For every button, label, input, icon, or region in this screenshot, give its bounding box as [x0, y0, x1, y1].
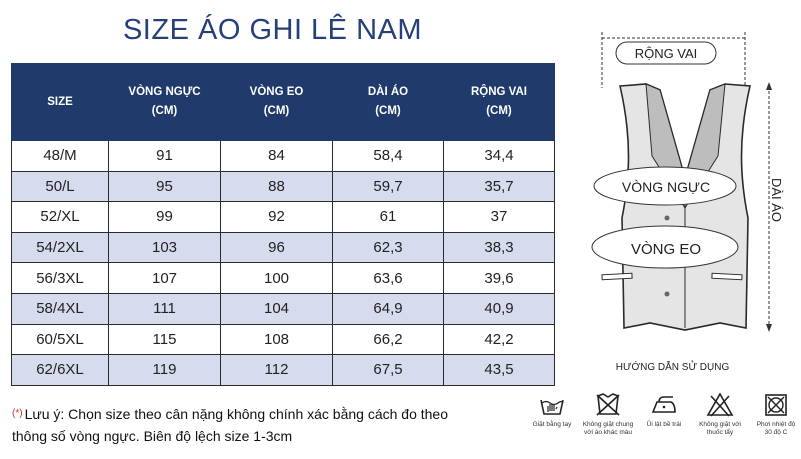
- size-table: [11, 63, 555, 386]
- hand-wash-icon: [539, 392, 565, 418]
- cell-length: 64,9: [333, 293, 444, 324]
- care-label: Không giặt với thuốc tẩy: [699, 421, 741, 436]
- header-chest: VÒNG NGỰC (CM): [109, 64, 221, 141]
- iron-inside-out-icon: [649, 392, 679, 418]
- cell-chest: 111: [109, 293, 221, 324]
- table-row: [12, 171, 555, 202]
- page-title: SIZE ÁO GHI LÊ NAM: [122, 14, 423, 46]
- care-item-no-bleach: [691, 392, 749, 437]
- cell-chest: 119: [109, 355, 221, 386]
- cell-waist: 92: [221, 202, 333, 233]
- table-row: [12, 141, 555, 172]
- care-label: Giặt bằng tay: [532, 421, 572, 428]
- table-row: [12, 293, 555, 324]
- cell-length: 62,3: [333, 232, 444, 263]
- care-item-iron: [635, 392, 693, 429]
- dry-30-icon: [763, 392, 789, 418]
- cell-size: 60/5XL: [12, 324, 109, 355]
- cell-chest: 91: [109, 141, 221, 172]
- care-label: Phơi nhiệt độ 30 độ C: [756, 421, 796, 436]
- cell-length: 63,6: [333, 263, 444, 294]
- header-length: DÀI ÁO (CM): [333, 64, 444, 141]
- cell-waist: 104: [221, 293, 333, 324]
- cell-length: 59,7: [333, 171, 444, 202]
- cell-waist: 108: [221, 324, 333, 355]
- cell-waist: 96: [221, 232, 333, 263]
- cell-chest: 103: [109, 232, 221, 263]
- table-row: [12, 232, 555, 263]
- cell-length: 66,2: [333, 324, 444, 355]
- cell-length: 67,5: [333, 355, 444, 386]
- cell-chest: 99: [109, 202, 221, 233]
- cell-shoulder: 42,2: [444, 324, 555, 355]
- cell-shoulder: 39,6: [444, 263, 555, 294]
- header-waist: VÒNG EO (CM): [221, 64, 333, 141]
- cell-size: 48/M: [12, 141, 109, 172]
- no-wash-together-icon: [593, 392, 623, 418]
- note-line-1: Lưu ý: Chọn size theo cân nặng không chính xác bằng cách đo theo: [24, 406, 449, 422]
- cell-shoulder: 34,4: [444, 141, 555, 172]
- cell-chest: 115: [109, 324, 221, 355]
- cell-chest: 95: [109, 171, 221, 202]
- cell-shoulder: 37: [444, 202, 555, 233]
- cell-size: 50/L: [12, 171, 109, 202]
- care-item-hand-wash: [523, 392, 581, 429]
- care-label: Không giặt chung với áo khác màu: [582, 421, 634, 436]
- cell-shoulder: 43,5: [444, 355, 555, 386]
- header-size: SIZE: [12, 64, 109, 141]
- header-shoulder: RỘNG VAI (CM): [444, 64, 555, 141]
- note-marker: (*): [12, 408, 23, 419]
- care-icons: [525, 392, 801, 452]
- size-note: [12, 403, 448, 447]
- cell-waist: 84: [221, 141, 333, 172]
- chest-label: VÒNG NGỰC: [621, 179, 711, 195]
- table-row: [12, 355, 555, 386]
- shoulder-label: RỘNG VAI: [634, 46, 698, 61]
- table-row: [12, 202, 555, 233]
- cell-size: 62/6XL: [12, 355, 109, 386]
- cell-size: 54/2XL: [12, 232, 109, 263]
- cell-waist: 112: [221, 355, 333, 386]
- table-row: [12, 263, 555, 294]
- cell-shoulder: 35,7: [444, 171, 555, 202]
- table-row: [12, 324, 555, 355]
- cell-waist: 100: [221, 263, 333, 294]
- cell-size: 58/4XL: [12, 293, 109, 324]
- cell-length: 58,4: [333, 141, 444, 172]
- cell-size: 52/XL: [12, 202, 109, 233]
- cell-chest: 107: [109, 263, 221, 294]
- waist-label: VÒNG EO: [630, 241, 702, 258]
- care-item-no-wash-together: [579, 392, 637, 437]
- length-label: DÀI ÁO: [769, 177, 784, 223]
- vest-measurement-diagram: [580, 28, 795, 348]
- note-line-2: thông số vòng ngực. Biên độ lệch size 1-3cm: [12, 428, 293, 444]
- care-label: Ủi lật bề trái: [646, 421, 682, 428]
- care-guide-title: HƯỚNG DẪN SỬ DỤNG: [615, 362, 730, 373]
- cell-shoulder: 40,9: [444, 293, 555, 324]
- cell-size: 56/3XL: [12, 263, 109, 294]
- no-bleach-icon: [705, 392, 735, 418]
- care-item-dry: [747, 392, 801, 437]
- cell-length: 61: [333, 202, 444, 233]
- cell-shoulder: 38,3: [444, 232, 555, 263]
- cell-waist: 88: [221, 171, 333, 202]
- table-header-row: [12, 64, 555, 141]
